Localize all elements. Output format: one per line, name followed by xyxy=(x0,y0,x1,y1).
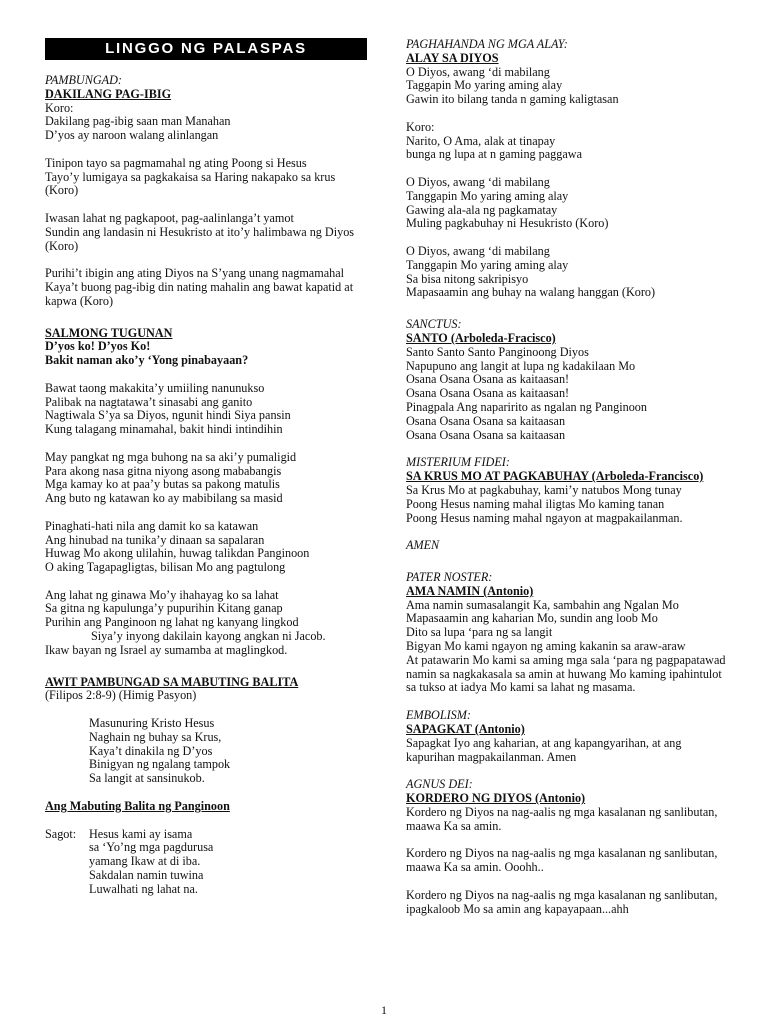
pater-label: PATER NOSTER: xyxy=(406,570,493,585)
alay-koro xyxy=(406,121,732,162)
salmo-stanza xyxy=(45,589,367,658)
sagot-block xyxy=(45,828,367,897)
misterium-label: MISTERIUM FIDEI: xyxy=(406,455,510,470)
verse-line: Tinipon tayo sa pagmamahal ng ating Poong si Hesus xyxy=(45,155,307,170)
verse-line: Sa langit at sansinukob. xyxy=(89,771,205,786)
sagot-line: sa ‘Yo’ng mga pagdurusa xyxy=(89,840,214,855)
verse-line: Dito sa lupa ‘para ng sa langit xyxy=(406,625,553,640)
misterium-section xyxy=(406,456,732,525)
sagot-label: Sagot: xyxy=(45,826,77,841)
verse-line: Huwag Mo akong ulilahin, huwag talikdan Panginoon xyxy=(45,546,310,561)
verse-line: Poong Hesus naming mahal iligtas Mo kaming tanan xyxy=(406,496,665,511)
verse-line: Sa gitna ng kapulunga’y pupurihin Kitang ganap xyxy=(45,601,283,616)
alay-title: ALAY SA DIYOS xyxy=(406,50,499,65)
verse-line: Kung talagang minamahal, bakit hindi intindihin xyxy=(45,422,283,437)
verse-line: Bawat taong makakita’y umiiling nanunukso xyxy=(45,380,265,395)
verse-line: Osana Osana Osana as kaitaasan! xyxy=(406,372,570,387)
verse-line: Palibak na nagtatawa’t sinasabi ang ganito xyxy=(45,394,253,409)
salmo-title: SALMONG TUGUNAN xyxy=(45,325,173,340)
verse-line: Sa Krus Mo at pagkabuhay, kami’y natubos Mong tunay xyxy=(406,482,682,497)
verse-line: Gawin ito bilang tanda n gaming kaligtasan xyxy=(406,92,619,107)
koro-line: Dakilang pag-ibig saan man Manahan xyxy=(45,114,231,129)
page-banner: LINGGO NG PALASPAS xyxy=(45,38,367,60)
verse-line: Koro: xyxy=(406,119,435,134)
verse-line: Mapasaamin ang buhay na walang hanggan (Koro) xyxy=(406,285,656,300)
verse-line: Osana Osana Osana sa kaitaasan xyxy=(406,413,566,428)
verse-line: Taggapin Mo yaring aming alay xyxy=(406,78,563,93)
koro-line: Koro: xyxy=(45,100,74,115)
verse-line: Pinaghati-hati nila ang damit ko sa katawan xyxy=(45,518,259,533)
verse-line: Binigyan ng ngalang tampok xyxy=(89,757,231,772)
pambungad-stanza xyxy=(45,267,367,308)
verse-line: bunga ng lupa at n gaming paggawa xyxy=(406,147,582,162)
verse-line: Kordero ng Diyos na nag-aalis ng mga kasalanan ng sanlibutan, maawa Ka sa amin. xyxy=(406,805,718,833)
sagot-line: yamang Ikaw at di iba. xyxy=(89,854,201,869)
verse-line: Tanggapin Mo yaring aming alay xyxy=(406,188,569,203)
sagot-line: Hesus kami ay isama xyxy=(89,826,193,841)
verse-line: Poong Hesus naming mahal ngayon at magpakailanman. xyxy=(406,510,683,525)
verse-line: Ang buto ng katawan ko ay mabibilang sa masid xyxy=(45,491,283,506)
verse-line: O Diyos, awang ‘di mabilang xyxy=(406,243,550,258)
verse-line: O Diyos, awang ‘di mabilang xyxy=(406,174,550,189)
verse-line: O aking Tagapagligtas, bilisan Mo ang pagtulong xyxy=(45,560,286,575)
mabuting-balita-section xyxy=(45,800,367,897)
salmo-response xyxy=(45,340,367,368)
verse-line: Kordero ng Diyos na nag-aalis ng mga kasalanan ng sanlibutan, ipagkaloob Mo sa amin ang kapayapaan...ahh xyxy=(406,887,718,916)
verse-line: Purihi’t ibigin ang ating Diyos na S’yang unang nagmamahal xyxy=(45,266,344,281)
verse-line: At patawarin Mo kami sa aming mga sala ‘para ng pagpapatawad namin sa nagkakasala sa amin at huwang Mo kaming ipahintulot sa tukso at iadya Mo kami sa lahat ng masama. xyxy=(406,652,726,695)
verse-line: Tayo’y lumigaya sa pagkakaisa sa Haring nakapako sa krus (Koro) xyxy=(45,169,336,198)
verse-line: Siya’y inyong dakilain kayong angkan ni Jacob. xyxy=(91,629,326,644)
verse-line: Kaya’t buong pag-ibig din nating mahalin ang bawat kapatid at kapwa (Koro) xyxy=(45,279,354,308)
alay-section xyxy=(406,38,732,300)
verse-line: Iwasan lahat ng pagkapoot, pag-aalinlanga’t yamot xyxy=(45,210,294,225)
verse-line: Ang lahat ng ginawa Mo’y ihahayag ko sa lahat xyxy=(45,587,279,602)
salmo-section xyxy=(45,327,367,658)
awit-title: AWIT PAMBUNGAD SA MABUTING BALITA xyxy=(45,674,299,689)
verse-line: Bigyan Mo kami ngayon ng aming kakanin sa araw-araw xyxy=(406,639,686,654)
agnus-stanza xyxy=(406,889,732,917)
verse-line: Napupuno ang langit at lupa ng kadakilaan Mo xyxy=(406,358,636,373)
verse-line: Tanggapin Mo yaring aming alay xyxy=(406,257,569,272)
verse-line: Mapasaamin ang kaharian Mo, sundin ang loob Mo xyxy=(406,611,658,626)
verse-line: Ama namin sumasalangit Ka, sambahin ang Ngalan Mo xyxy=(406,597,679,612)
pater-section xyxy=(406,571,732,695)
agnus-title: KORDERO NG DIYOS (Antonio) xyxy=(406,791,586,806)
verse-line: Muling pagkabuhay ni Hesukristo (Koro) xyxy=(406,216,609,231)
sagot-lines xyxy=(89,828,213,897)
awit-reference: (Filipos 2:8-9) (Himig Pasyon) xyxy=(45,688,197,703)
verse-line: Ang hinubad na tunika’y dinaan sa sapalaran xyxy=(45,532,265,547)
verse-line: Nagtiwala S’ya sa Diyos, ngunit hindi Siya pansin xyxy=(45,408,291,423)
pater-title: AMA NAMIN (Antonio) xyxy=(406,583,534,598)
sanctus-title: SANTO (Arboleda-Fracisco) xyxy=(406,330,556,345)
awit-section xyxy=(45,676,367,786)
verse-line: May pangkat ng mga buhong na sa aki’y pumaligid xyxy=(45,449,297,464)
embolism-label: EMBOLISM: xyxy=(406,708,471,723)
verse-line: Gawing ala-ala ng pagkamatay xyxy=(406,202,558,217)
pambungad-title: DAKILANG PAG-IBIG xyxy=(45,86,172,101)
sagot-line: Sakdalan namin tuwina xyxy=(89,868,204,883)
verse-line: Ikaw bayan ng Israel ay sumamba at maglingkod. xyxy=(45,642,288,657)
verse-line: Sapagkat Iyo ang kaharian, at ang kapangyarihan, at ang kapurihan magpakailanman. Amen xyxy=(406,735,682,764)
right-column xyxy=(406,38,732,930)
salmo-stanza xyxy=(45,382,367,437)
koro-line: D’yos ay naroon walang alinlangan xyxy=(45,128,219,143)
misterium-title: SA KRUS MO AT PAGKABUHAY (Arboleda-Francisco) xyxy=(406,469,704,484)
response-line: Bakit naman ako’y ‘Yong pinabayaan? xyxy=(45,353,249,368)
verse-line: Osana Osana Osana sa kaitaasan xyxy=(406,427,566,442)
left-column xyxy=(45,38,367,911)
amen-section xyxy=(406,539,732,553)
verse-line: Pinagpala Ang naparirito as ngalan ng Panginoon xyxy=(406,399,647,414)
alay-label: PAGHAHANDA NG MGA ALAY: xyxy=(406,37,568,51)
amen-label: AMEN xyxy=(406,538,440,553)
verse-line: O Diyos, awang ‘di mabilang xyxy=(406,64,550,79)
verse-line: Santo Santo Santo Panginoong Diyos xyxy=(406,344,589,359)
alay-stanza xyxy=(406,176,732,231)
alay-stanza xyxy=(406,245,732,300)
pambungad-section xyxy=(45,74,367,309)
verse-line: Kordero ng Diyos na nag-aalis ng mga kasalanan ng sanlibutan, maawa Ka sa amin. Ooohh.. xyxy=(406,846,718,875)
alay-stanza xyxy=(406,66,732,107)
sagot-line: Luwalhati ng lahat na. xyxy=(89,881,198,896)
verse-line: Para akong nasa gitna niyong asong mababangis xyxy=(45,463,282,478)
verse-line: Osana Osana Osana as kaitaasan! xyxy=(406,386,570,401)
salmo-stanza xyxy=(45,451,367,506)
verse-line: Masunuring Kristo Hesus xyxy=(89,716,215,731)
verse-line: Sa bisa nitong sakripisyo xyxy=(406,271,529,286)
pambungad-label: PAMBUNGAD: xyxy=(45,73,122,87)
verse-line: Naghain ng buhay sa Krus, xyxy=(89,729,222,744)
verse-line: Mga kamay ko at paa’y butas sa pakong matulis xyxy=(45,477,280,492)
verse-line: Sundin ang landasin ni Hesukristo at ito’y halimbawa ng Diyos (Koro) xyxy=(45,224,355,253)
sanctus-section xyxy=(406,318,732,442)
pambungad-stanza xyxy=(45,157,367,198)
page-number: 1 xyxy=(381,1003,387,1017)
embolism-title: SAPAGKAT (Antonio) xyxy=(406,722,525,737)
embolism-section xyxy=(406,709,732,764)
verse-line: Narito, O Ama, alak at tinapay xyxy=(406,133,556,148)
sanctus-label: SANCTUS: xyxy=(406,317,462,332)
awit-verse xyxy=(45,717,367,786)
response-line: D’yos ko! D’yos Ko! xyxy=(45,339,151,354)
mabuting-balita-title: Ang Mabuting Balita ng Panginoon xyxy=(45,799,230,814)
agnus-section xyxy=(406,778,732,916)
verse-line: Kaya’t dinakila ng D’yos xyxy=(89,743,213,758)
agnus-label: AGNUS DEI: xyxy=(406,777,473,792)
salmo-stanza xyxy=(45,520,367,575)
agnus-stanza xyxy=(406,847,732,875)
pambungad-stanza xyxy=(45,212,367,253)
agnus-stanza xyxy=(406,806,732,834)
verse-line: Purihin ang Panginoon ng lahat ng kanyang lingkod xyxy=(45,615,299,630)
koro-stanza xyxy=(45,102,367,143)
